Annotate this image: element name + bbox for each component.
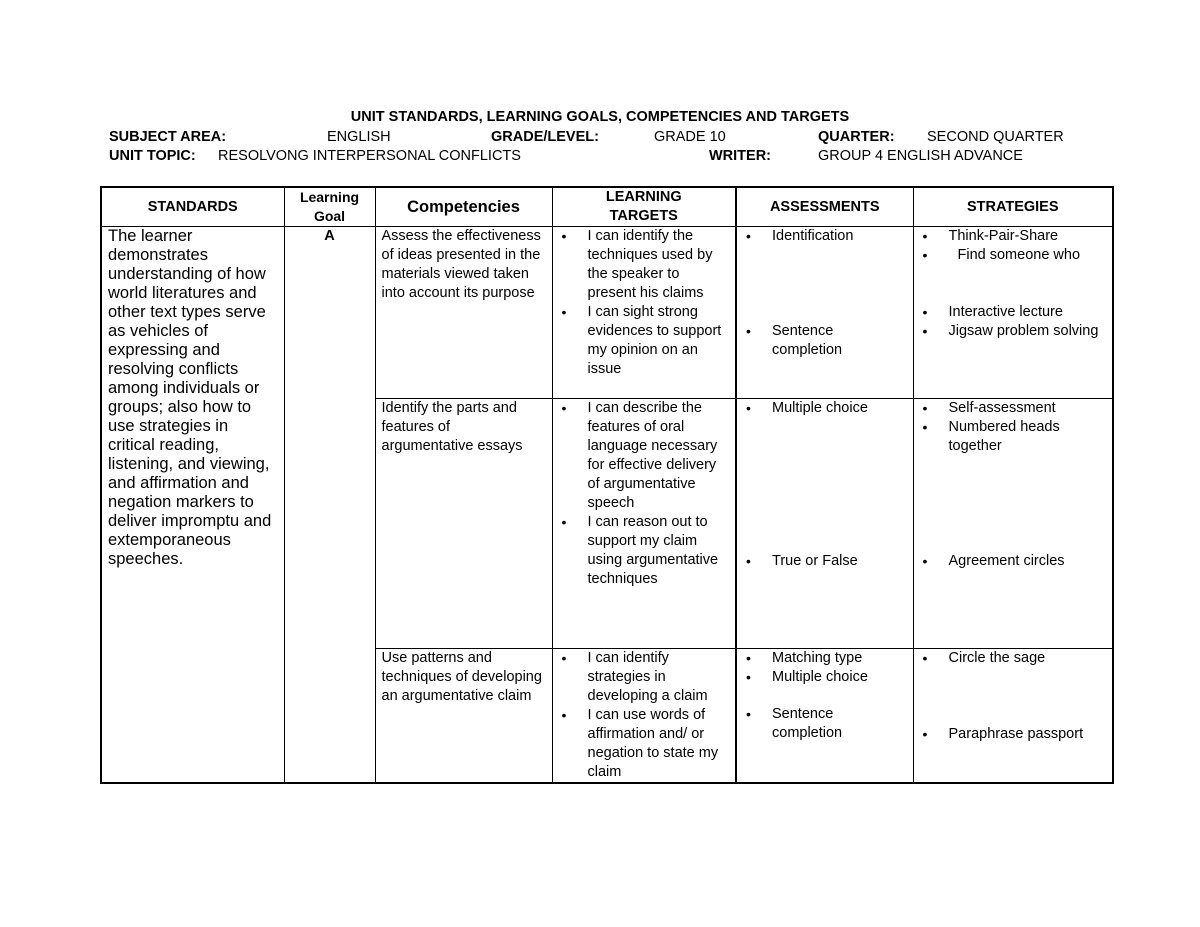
competency-cell: Identify the parts and features of argumentative essays	[375, 399, 552, 649]
targets-cell	[552, 649, 736, 784]
list-item: • Sentence completion	[743, 705, 907, 743]
list-item: • I can reason out to support my claim using argumentative techniques	[559, 513, 730, 589]
writer-label: WRITER:	[709, 148, 772, 164]
list-item: • Sentence completion	[743, 322, 907, 360]
grade-level-label: GRADE/LEVEL:	[491, 129, 599, 145]
table-header-row	[101, 187, 1113, 227]
subject-area-value: ENGLISH	[327, 129, 391, 145]
header-learning-targets-line1: LEARNING	[605, 189, 682, 205]
unit-topic-value: RESOLVONG INTERPERSONAL CONFLICTS	[218, 148, 521, 164]
assessments-cell	[736, 399, 913, 649]
quarter-value: SECOND QUARTER	[927, 129, 1064, 145]
header-learning-goal-line2: Goal	[313, 208, 346, 224]
targets-cell	[552, 399, 736, 649]
header-learning-goal	[284, 187, 375, 227]
header-assessments: ASSESSMENTS	[736, 187, 913, 227]
header-learning-goal-line1: Learning	[299, 189, 360, 205]
learning-goal-cell: A	[284, 227, 375, 784]
writer-value: GROUP 4 ENGLISH ADVANCE	[818, 148, 1023, 164]
list-item: • I can sight strong evidences to support my opinion on an issue	[559, 303, 730, 379]
list-item: • I can use words of affirmation and/ or negation to state my claim	[559, 706, 730, 782]
list-item: • Agreement circles	[920, 552, 1107, 571]
list-item: • Think-Pair-Share	[920, 227, 1107, 246]
grade-level-value: GRADE 10	[654, 129, 726, 145]
strategies-cell	[913, 649, 1113, 784]
assessments-cell	[736, 649, 913, 784]
list-item: • I can describe the features of oral language necessary for effective delivery of argumentative speech	[559, 399, 730, 513]
unit-topic-label: UNIT TOPIC:	[109, 148, 196, 164]
list-item: • Paraphrase passport	[920, 725, 1107, 744]
header-learning-targets-line2: TARGETS	[609, 208, 678, 224]
list-item: • Circle the sage	[920, 649, 1107, 668]
list-item: • True or False	[743, 552, 907, 571]
list-item: • Jigsaw problem solving	[920, 322, 1107, 341]
standards-cell: The learner demonstrates understanding of how world literatures and other text types serve as vehicles of expressing and resolving conflicts among individuals or groups; also how to use strategies in critical reading, listening, and viewing, and affirmation and negation markers to deliver impromptu and extemporaneous speeches.	[101, 227, 284, 784]
list-item: • Interactive lecture	[920, 303, 1107, 322]
list-item: • I can identify the techniques used by the speaker to present his claims	[559, 227, 730, 303]
list-item: • Find someone who	[920, 246, 1107, 265]
list-item: • Self-assessment	[920, 399, 1107, 418]
header-competencies: Competencies	[375, 187, 552, 227]
table-row	[101, 227, 1113, 399]
list-item: • Matching type	[743, 649, 907, 668]
list-item: • Identification	[743, 227, 907, 246]
list-item: • Multiple choice	[743, 668, 907, 687]
list-item: • Multiple choice	[743, 399, 907, 418]
subject-area-label: SUBJECT AREA:	[109, 129, 227, 145]
header-strategies: STRATEGIES	[913, 187, 1113, 227]
targets-cell	[552, 227, 736, 399]
standards-table	[100, 186, 1114, 784]
assessments-cell	[736, 227, 913, 399]
competency-cell: Assess the effectiveness of ideas presented in the materials viewed taken into account its purpose	[375, 227, 552, 399]
strategies-cell	[913, 399, 1113, 649]
list-item: • Numbered heads together	[920, 418, 1107, 456]
strategies-cell	[913, 227, 1113, 399]
header-learning-targets	[552, 187, 736, 227]
document-title: UNIT STANDARDS, LEARNING GOALS, COMPETENCIES AND TARGETS	[350, 109, 850, 125]
list-item: • I can identify strategies in developing a claim	[559, 649, 730, 706]
quarter-label: QUARTER:	[818, 129, 895, 145]
competency-cell: Use patterns and techniques of developing an argumentative claim	[375, 649, 552, 784]
header-standards: STANDARDS	[101, 187, 284, 227]
